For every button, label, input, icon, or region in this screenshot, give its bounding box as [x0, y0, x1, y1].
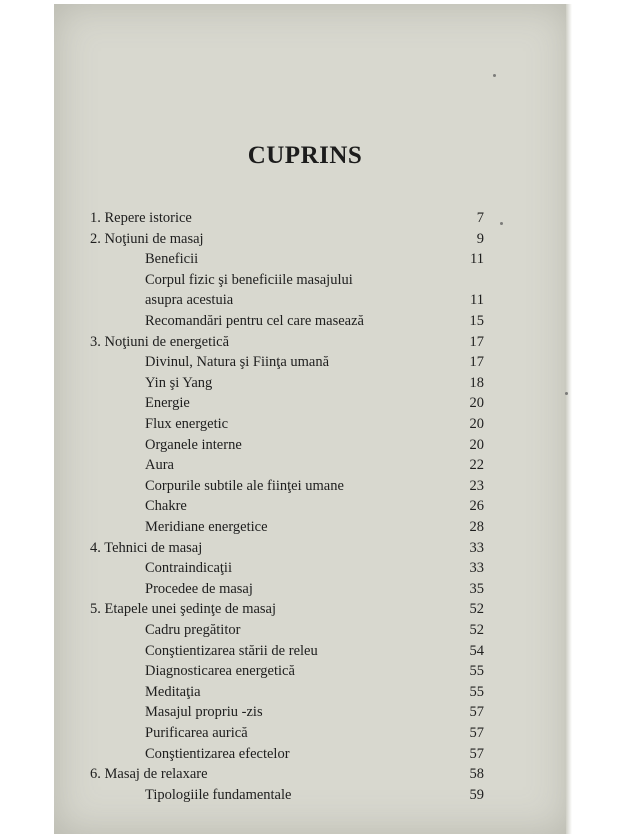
- toc-entry: [0, 457, 630, 475]
- toc-entry: [0, 581, 630, 599]
- toc-entry: [0, 231, 630, 249]
- toc-entry: [0, 622, 630, 640]
- toc-entry: [0, 416, 630, 434]
- toc-entry: [0, 560, 630, 578]
- toc-entry-page-number: 18: [469, 374, 484, 391]
- toc-entry-label: Corpul fizic şi beneficiile masajului: [145, 271, 353, 288]
- toc-entry-page-number: 7: [476, 210, 484, 226]
- toc-entry-page-number: 59: [469, 786, 484, 803]
- toc-entry-label: Cadru pregătitor: [145, 622, 241, 638]
- toc-entry-label: Chakre: [145, 498, 187, 515]
- page-title: CUPRINS: [247, 142, 363, 169]
- toc-entry-page-number: 54: [469, 642, 484, 659]
- toc-entry: [0, 334, 630, 352]
- toc-entry: [0, 272, 630, 290]
- toc-entry-label: 4. Tehnici de masaj: [90, 539, 203, 556]
- toc-entry-page-number: 20: [469, 416, 484, 432]
- toc-entry: [0, 684, 630, 702]
- toc-entry: [0, 210, 630, 228]
- toc-entry-label: Aura: [145, 457, 174, 474]
- toc-entry: [0, 540, 630, 558]
- toc-entry: [0, 519, 630, 537]
- toc-entry-label: Conştientizarea efectelor: [145, 745, 290, 762]
- toc-entry-label: 5. Etapele unei şedinţe de masaj: [90, 601, 277, 618]
- toc-entry-page-number: 11: [470, 292, 484, 309]
- toc-entry-label: Contraindicaţii: [145, 560, 232, 577]
- toc-entry: [0, 292, 630, 310]
- toc-entry-label: Diagnosticarea energetică: [145, 663, 295, 680]
- toc-entry: [0, 354, 630, 372]
- toc-entry-label: Yin şi Yang: [145, 374, 213, 391]
- toc-entry-label: Purificarea aurică: [145, 725, 248, 741]
- toc-entry: [0, 437, 630, 455]
- toc-entry-page-number: 55: [469, 683, 484, 700]
- toc-entry-page-number: 35: [469, 580, 484, 597]
- toc-entry: [0, 395, 630, 413]
- toc-entry-page-number: 17: [469, 354, 484, 371]
- toc-entry: [0, 663, 630, 681]
- toc-entry-label: 3. Noţiuni de energetică: [90, 333, 230, 350]
- toc-entry-page-number: 9: [476, 230, 484, 247]
- toc-entry-page-number: 22: [469, 457, 484, 474]
- toc-entry-page-number: 26: [469, 498, 484, 515]
- toc-entry-page-number: 52: [469, 622, 484, 638]
- toc-entry-label: Meditaţia: [145, 683, 201, 700]
- toc-entry-label: Beneficii: [145, 251, 199, 268]
- toc-entry-label: Meridiane energetice: [145, 519, 268, 535]
- toc-entry: [0, 746, 630, 764]
- toc-entry: [0, 766, 630, 784]
- toc-entry-page-number: 57: [469, 745, 484, 762]
- toc-entry-label: Procedee de masaj: [145, 580, 253, 597]
- toc-entry-page-number: 15: [469, 313, 484, 329]
- toc-entry-label: Recomandări pentru cel care masează: [145, 313, 364, 329]
- toc-entry-label: 2. Noţiuni de masaj: [90, 230, 204, 247]
- toc-entry-page-number: 33: [469, 539, 484, 556]
- toc-entry-label: Tipologiile fundamentale: [145, 786, 292, 803]
- toc-entry-page-number: 23: [469, 477, 484, 494]
- toc-entry: [0, 251, 630, 269]
- toc-entry-label: Masajul propriu -zis: [145, 704, 263, 721]
- toc-entry-label: Divinul, Natura şi Fiinţa umană: [145, 354, 330, 371]
- toc-entry-label: Energie: [145, 395, 190, 412]
- toc-entry-page-number: 58: [469, 766, 484, 783]
- toc-entry: [0, 478, 630, 496]
- toc-entry-label: Organele interne: [145, 436, 242, 453]
- toc-entry-label: Corpurile subtile ale fiinţei umane: [145, 477, 344, 494]
- toc-entry: [0, 601, 630, 619]
- toc-entry-page-number: 57: [469, 725, 484, 741]
- toc-entry: [0, 787, 630, 805]
- toc-entry: [0, 375, 630, 393]
- toc-entry: [0, 498, 630, 516]
- toc-entry-page-number: 33: [469, 560, 484, 577]
- toc-entry-label: asupra acestuia: [145, 292, 234, 309]
- toc-entry-label: Conştientizarea stării de releu: [145, 642, 318, 659]
- toc-entry-page-number: 17: [469, 333, 484, 350]
- toc-entry: [0, 704, 630, 722]
- toc-entry-page-number: 55: [469, 663, 484, 680]
- toc-entry-page-number: 28: [469, 519, 484, 535]
- toc-entry-page-number: 11: [470, 251, 484, 268]
- toc-entry-page-number: 52: [469, 601, 484, 618]
- toc-entry-page-number: 20: [469, 395, 484, 412]
- toc-entry: [0, 643, 630, 661]
- toc-entry: [0, 725, 630, 743]
- toc-entry-page-number: 57: [469, 704, 484, 721]
- toc-entry-label: 6. Masaj de relaxare: [90, 766, 208, 783]
- toc-entry-page-number: 20: [469, 436, 484, 453]
- toc-entry-label: Flux energetic: [145, 416, 229, 432]
- toc-entry: [0, 313, 630, 331]
- toc-entry-label: 1. Repere istorice: [90, 210, 192, 226]
